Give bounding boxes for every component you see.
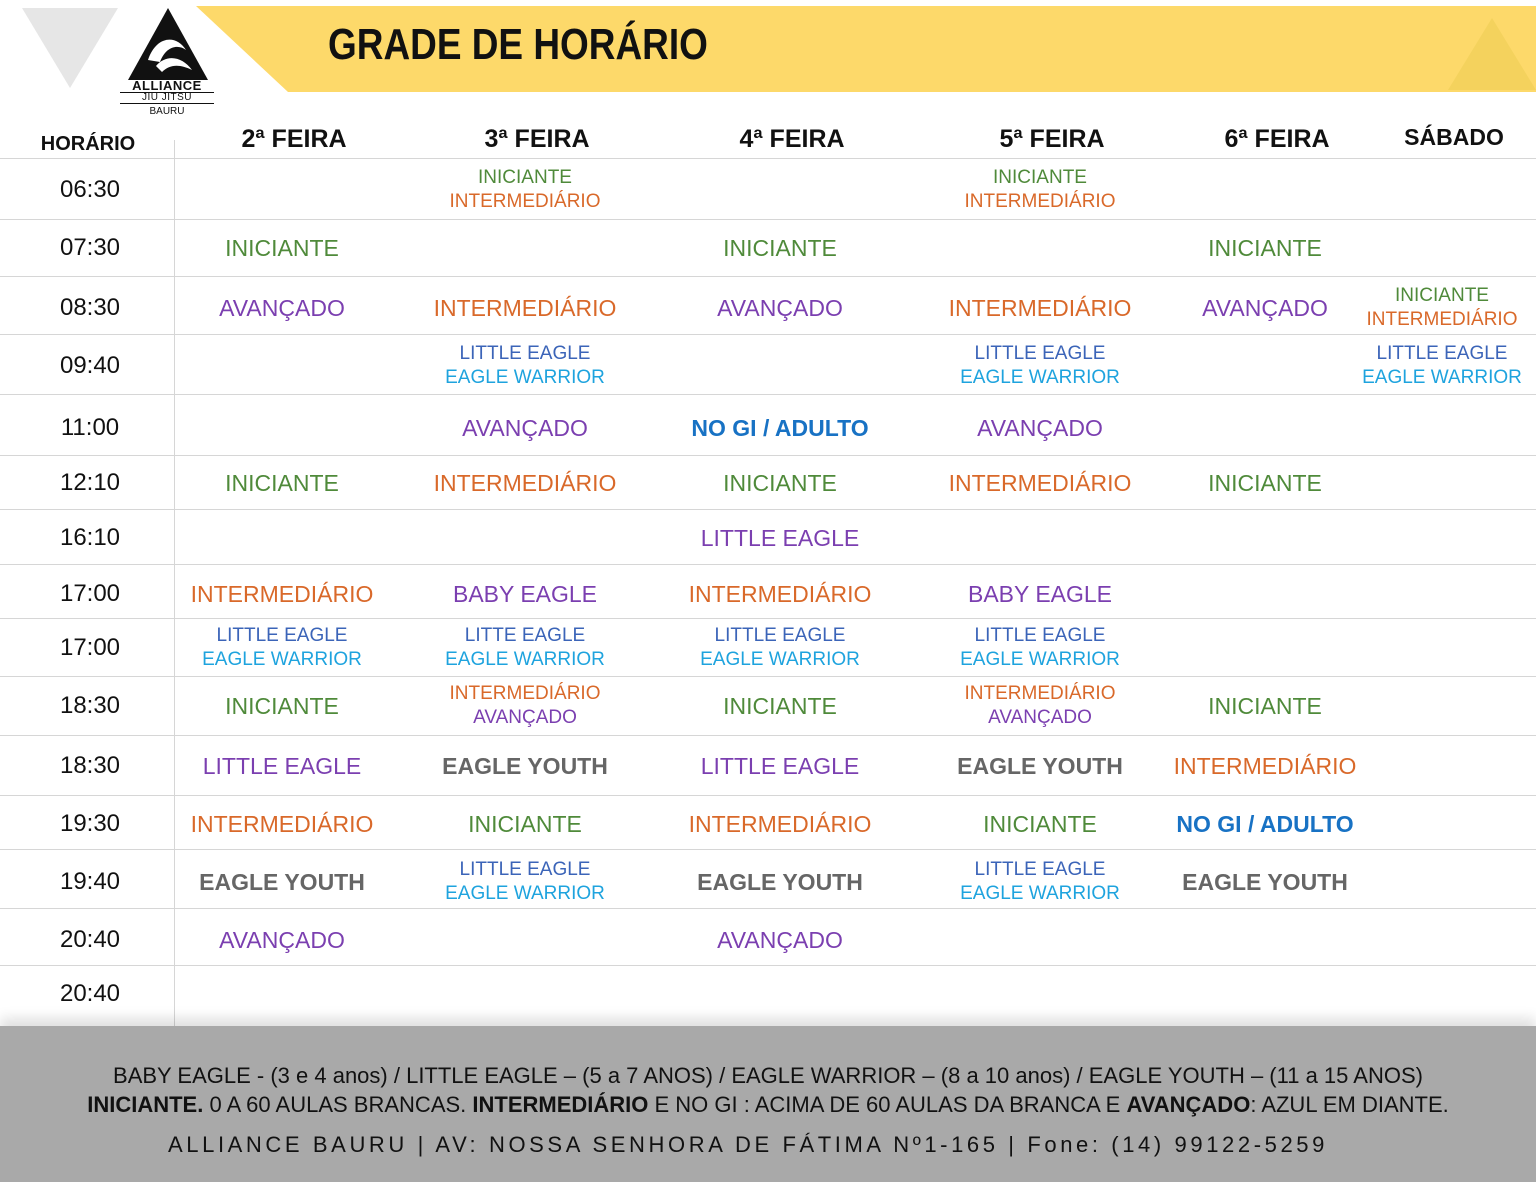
class-name: EAGLE YOUTH	[1182, 869, 1348, 895]
level-description: E NO GI : ACIMA DE 60 AULAS DA BRANCA E	[648, 1092, 1127, 1117]
class-name: INICIANTE	[1208, 693, 1322, 719]
time-slot: 16:10	[59, 524, 121, 551]
class-name: LITTLE EAGLE	[202, 753, 362, 779]
class-name: INICIANTE	[1208, 235, 1322, 261]
class-cell	[965, 682, 1116, 730]
class-cell	[965, 166, 1116, 214]
row-divider	[0, 455, 1536, 456]
class-name: EAGLE WARRIOR	[960, 649, 1120, 670]
class-name: EAGLE WARRIOR	[202, 649, 362, 670]
class-name: INICIANTE	[723, 470, 837, 496]
level-term: INTERMEDIÁRIO	[472, 1092, 649, 1117]
column-header-day: 3ª FEIRA	[484, 125, 590, 153]
row-divider	[0, 735, 1536, 736]
class-name: INICIANTE	[723, 235, 837, 261]
class-cell	[199, 870, 365, 894]
time-slot: 06:30	[59, 176, 121, 203]
time-slot: 11:00	[60, 414, 120, 441]
class-name: INTERMEDIÁRIO	[948, 470, 1132, 496]
class-name: INTERMEDIÁRIO	[433, 295, 617, 321]
class-cell	[434, 296, 617, 320]
class-name: LITTE EAGLE	[464, 625, 586, 646]
class-name: INICIANTE	[468, 811, 582, 837]
class-cell	[468, 812, 582, 836]
class-name: INTERMEDIÁRIO	[688, 811, 872, 837]
class-cell	[219, 296, 345, 320]
class-cell	[1202, 296, 1328, 320]
time-slot: 09:40	[59, 352, 121, 379]
class-cell	[717, 296, 843, 320]
class-name: INICIANTE	[1208, 470, 1322, 496]
class-cell	[968, 582, 1112, 606]
row-divider	[0, 908, 1536, 909]
column-header-day: SÁBADO	[1404, 124, 1504, 150]
class-cell	[960, 342, 1120, 390]
row-divider	[0, 158, 1536, 159]
class-cell	[949, 471, 1132, 495]
time-slot: 18:30	[59, 692, 121, 719]
row-divider	[0, 219, 1536, 220]
class-cell	[191, 582, 374, 606]
class-cell	[434, 471, 617, 495]
class-name: INICIANTE	[225, 235, 339, 261]
class-name: LITTLE EAGLE	[700, 525, 860, 551]
class-name: AVANÇADO	[473, 707, 577, 728]
class-cell	[1176, 812, 1353, 836]
class-cell	[450, 166, 601, 214]
class-cell	[442, 754, 608, 778]
footer-age-groups: BABY EAGLE - (3 e 4 anos) / LITTLE EAGLE – (5 a 7 ANOS) / EAGLE WARRIOR – (8 a 10 anos) / EAGLE YOUTH – (11 a 15 ANOS)	[113, 1063, 1423, 1088]
class-name: INTERMEDIÁRIO	[688, 581, 872, 607]
class-cell	[225, 236, 339, 260]
row-divider	[0, 334, 1536, 335]
decor-triangle-icon	[1448, 18, 1536, 90]
class-name: AVANÇADO	[717, 927, 843, 953]
footer-levels	[0, 1092, 1536, 1118]
class-name: LITTLE EAGLE	[216, 625, 348, 646]
time-slot: 20:40	[59, 980, 121, 1007]
class-name: AVANÇADO	[219, 295, 345, 321]
time-slot: 18:30	[59, 752, 121, 779]
class-cell	[1208, 236, 1322, 260]
time-slot: 17:00	[59, 634, 121, 661]
class-cell	[225, 471, 339, 495]
class-name: LITTLE EAGLE	[974, 859, 1106, 880]
row-divider	[0, 676, 1536, 677]
class-cell	[957, 754, 1123, 778]
row-divider	[0, 618, 1536, 619]
row-divider	[0, 795, 1536, 796]
class-name: INICIANTE	[225, 693, 339, 719]
class-cell	[445, 342, 605, 390]
class-cell	[701, 526, 860, 550]
class-name: EAGLE WARRIOR	[445, 367, 605, 388]
class-cell	[697, 870, 863, 894]
column-header-horario: HORÁRIO	[40, 133, 136, 155]
class-cell	[960, 624, 1120, 672]
class-cell	[723, 236, 837, 260]
time-slot: 12:10	[59, 469, 121, 496]
class-cell	[202, 624, 362, 672]
decor-triangle-icon	[22, 8, 118, 88]
page-title: GRADE DE HORÁRIO	[328, 20, 708, 69]
class-cell	[219, 928, 345, 952]
row-divider	[0, 564, 1536, 565]
class-name: AVANÇADO	[462, 415, 588, 441]
class-cell	[723, 694, 837, 718]
column-header-day: 2ª FEIRA	[241, 125, 347, 153]
class-cell	[1182, 870, 1348, 894]
class-cell	[1208, 471, 1322, 495]
class-cell	[689, 582, 872, 606]
class-cell	[691, 416, 868, 440]
class-name: LITTLE EAGLE	[714, 625, 846, 646]
class-name: EAGLE YOUTH	[442, 753, 608, 779]
header	[0, 0, 1536, 120]
row-divider	[0, 965, 1536, 966]
class-name: INTERMEDIÁRIO	[190, 811, 374, 837]
class-name: NO GI / ADULTO	[691, 415, 869, 441]
level-description: : AZUL EM DIANTE.	[1250, 1092, 1449, 1117]
class-cell	[977, 416, 1103, 440]
level-description: 0 A 60 AULAS BRANCAS.	[203, 1092, 473, 1117]
class-name: AVANÇADO	[977, 415, 1103, 441]
time-slot: 19:40	[59, 868, 121, 895]
class-name: INTERMEDIÁRIO	[964, 683, 1116, 704]
class-cell	[689, 812, 872, 836]
class-name: EAGLE YOUTH	[957, 753, 1123, 779]
row-divider	[0, 849, 1536, 850]
level-term: INICIANTE.	[87, 1092, 204, 1117]
class-name: AVANÇADO	[988, 707, 1092, 728]
column-header-day: 6ª FEIRA	[1224, 125, 1330, 153]
row-divider	[0, 394, 1536, 395]
class-cell	[445, 858, 605, 906]
time-slot: 20:40	[59, 926, 121, 953]
class-name: INTERMEDIÁRIO	[1366, 309, 1518, 330]
class-cell	[717, 928, 843, 952]
logo-subtitle: JIU JITSU	[120, 92, 214, 104]
class-name: INICIANTE	[993, 167, 1087, 188]
class-name: LITTLE EAGLE	[700, 753, 860, 779]
class-name: INICIANTE	[983, 811, 1097, 837]
class-name: LITTLE EAGLE	[974, 625, 1106, 646]
class-name: INICIANTE	[1395, 285, 1489, 306]
class-name: EAGLE WARRIOR	[445, 649, 605, 670]
class-cell	[225, 694, 339, 718]
class-name: INICIANTE	[478, 167, 572, 188]
class-name: LITTLE EAGLE	[459, 343, 591, 364]
row-divider	[0, 276, 1536, 277]
class-name: INTERMEDIÁRIO	[948, 295, 1132, 321]
class-name: LITTLE EAGLE	[459, 859, 591, 880]
class-name: EAGLE YOUTH	[697, 869, 863, 895]
row-divider	[0, 509, 1536, 510]
class-name: BABY EAGLE	[967, 581, 1113, 607]
time-slot: 08:30	[59, 294, 121, 321]
class-name: INTERMEDIÁRIO	[190, 581, 374, 607]
class-cell	[701, 754, 860, 778]
class-cell	[1174, 754, 1357, 778]
class-name: AVANÇADO	[717, 295, 843, 321]
logo-city: BAURU	[149, 106, 185, 117]
class-name: INTERMEDIÁRIO	[433, 470, 617, 496]
class-cell	[453, 582, 597, 606]
class-name: EAGLE WARRIOR	[700, 649, 860, 670]
footer-contact: ALLIANCE BAURU | AV: NOSSA SENHORA DE FÁTIMA Nº1-165 | Fone: (14) 99122-5259	[168, 1132, 1328, 1157]
class-cell	[1208, 694, 1322, 718]
time-slot: 07:30	[59, 234, 121, 261]
class-name: EAGLE WARRIOR	[960, 367, 1120, 388]
class-name: LITTLE EAGLE	[1376, 343, 1508, 364]
class-name: AVANÇADO	[219, 927, 345, 953]
class-cell	[462, 416, 588, 440]
class-cell	[983, 812, 1097, 836]
class-cell	[700, 624, 860, 672]
class-name: INICIANTE	[723, 693, 837, 719]
class-name: INTERMEDIÁRIO	[964, 191, 1116, 212]
class-name: AVANÇADO	[1202, 295, 1328, 321]
time-slot: 17:00	[59, 580, 121, 607]
class-cell	[1367, 284, 1518, 332]
class-cell	[191, 812, 374, 836]
logo-name: ALLIANCE	[132, 78, 202, 93]
class-name: EAGLE YOUTH	[199, 869, 365, 895]
class-name: EAGLE WARRIOR	[445, 883, 605, 904]
class-cell	[450, 682, 601, 730]
class-cell	[723, 471, 837, 495]
level-term: AVANÇADO	[1126, 1092, 1251, 1117]
class-cell	[960, 858, 1120, 906]
column-header-day: 5ª FEIRA	[999, 125, 1105, 153]
column-divider	[174, 140, 175, 1060]
class-name: INTERMEDIÁRIO	[449, 191, 601, 212]
class-cell	[949, 296, 1132, 320]
class-name: INTERMEDIÁRIO	[1173, 753, 1357, 779]
class-name: INTERMEDIÁRIO	[449, 683, 601, 704]
class-name: NO GI / ADULTO	[1176, 811, 1354, 837]
class-cell	[445, 624, 605, 672]
class-name: LITTLE EAGLE	[974, 343, 1106, 364]
class-cell	[203, 754, 362, 778]
column-header-day: 4ª FEIRA	[739, 125, 845, 153]
class-name: BABY EAGLE	[452, 581, 598, 607]
class-name: INICIANTE	[225, 470, 339, 496]
time-slot: 19:30	[59, 810, 121, 837]
class-name: EAGLE WARRIOR	[1362, 367, 1522, 388]
class-cell	[1362, 342, 1522, 390]
class-name: EAGLE WARRIOR	[960, 883, 1120, 904]
